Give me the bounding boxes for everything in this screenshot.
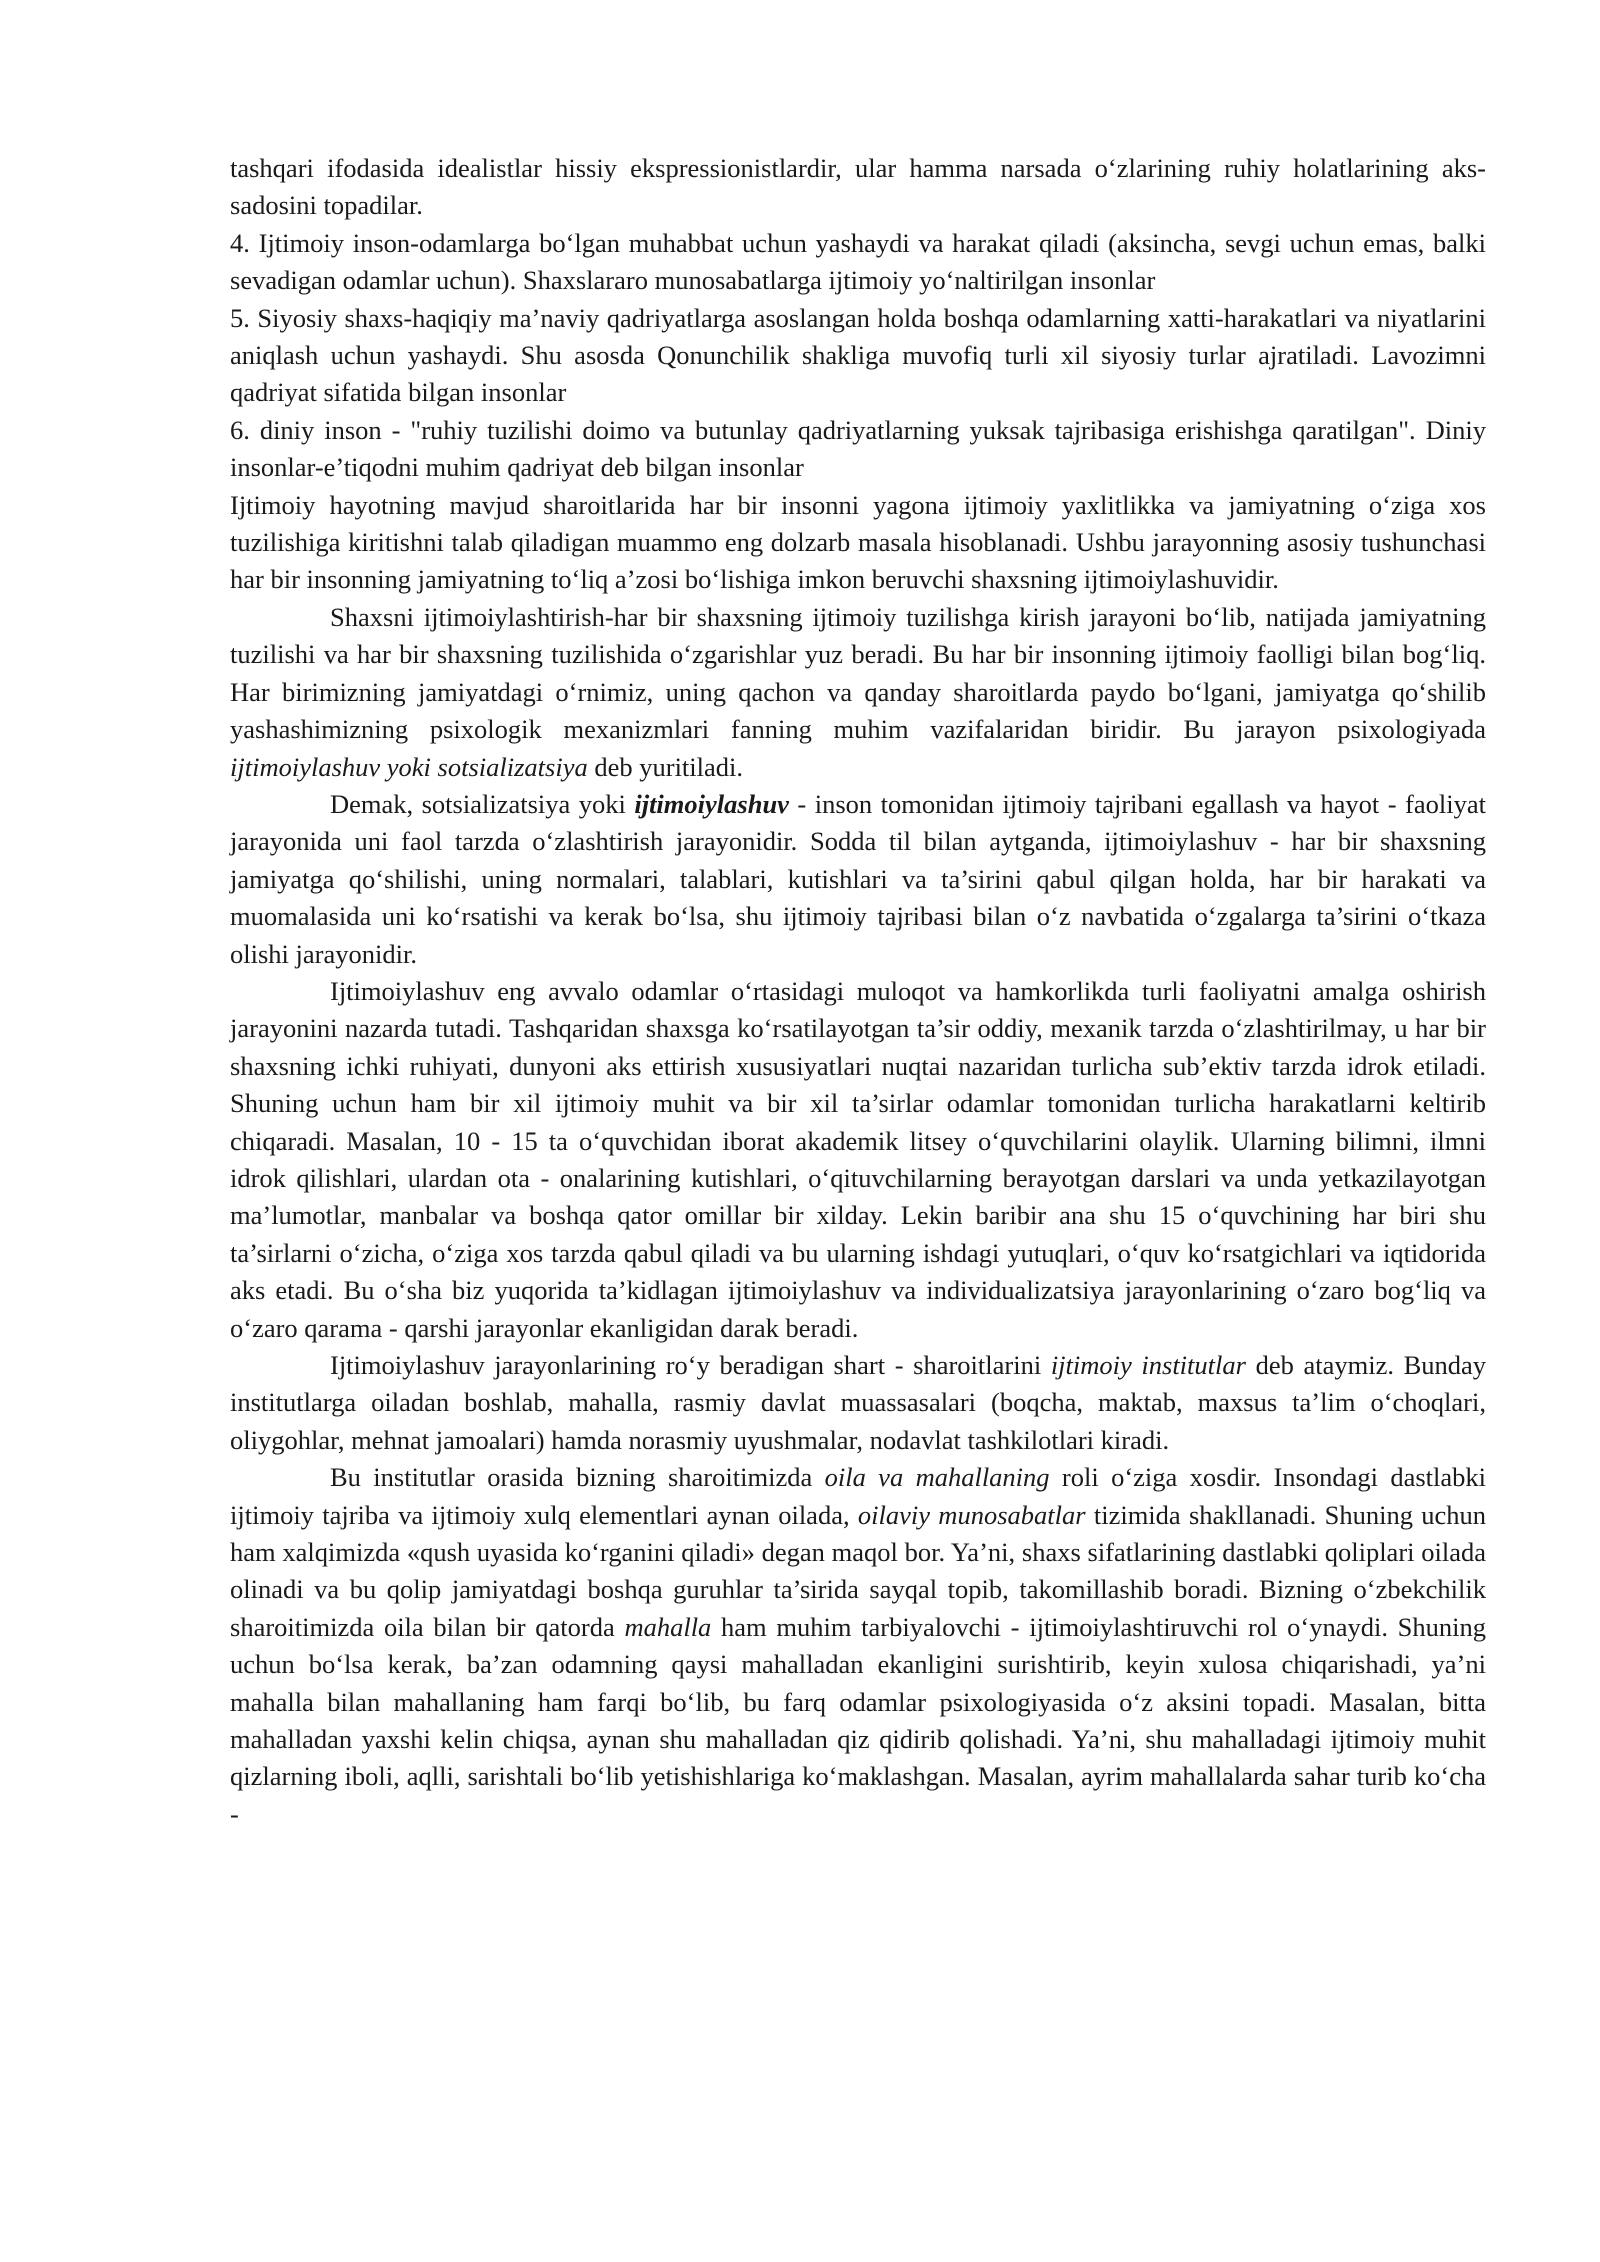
paragraph-10-text-b: roli o‘ziga xosdir. Insondagi dastlabki ijtimoiy tajriba va ijtimoiy xulq elementlari aynan oilada, [230, 1462, 1486, 1530]
paragraph-10-text-c: tizimida shakllanadi. Shuning uchun ham xalqimizda «qush uyasida ko‘rganini qiladi» degan maqol bor. Ya’ni, shaxs sifatlarining dastlabki qoliplari oilada olinadi va bu qolip jamiyatdagi boshqa guruhlar ta’sirida sayqal topib, takomillashib boradi. Bizning o‘zbekchilik sharoitimizda oila bilan bir qatorda [230, 1499, 1486, 1642]
paragraph-6-text-b: deb yuritiladi. [587, 751, 744, 782]
paragraph-8: Ijtimoiylashuv eng avvalo odamlar o‘rtasidagi muloqot va hamkorlikda turli faoliyatni amalga oshirish jarayonini nazarda tutadi. Tashqaridan shaxsga ko‘rsatilayotgan ta’sir oddiy, mexanik tarzda o‘zlashtirilmay, u har bir shaxsning ichki ruhiyati, dunyoni aks ettirish xususiyatlari nuqtai nazaridan turlicha sub’ektiv tarzda idrok etiladi. Shuning uchun ham bir xil ijtimoiy muhit va bir xil ta’sirlar odamlar tomonidan turlicha harakatlarni keltirib chiqaradi. Masalan, 10 - 15 ta o‘quvchidan iborat akademik litsey o‘quvchilarini olaylik. Ularning bilimni, ilmni idrok qilishlari, ulardan ota - onalarining kutishlari, o‘qituvchilarning berayotgan darslari va unda yetkazilayotgan ma’lumotlar, manbalar va boshqa qator omillar bir xilday. Lekin baribir ana shu 15 o‘quvchining har biri shu ta’sirlarni o‘zicha, o‘ziga xos tarzda qabul qiladi va bu ularning ishdagi yutuqlari, o‘quv ko‘rsatgichlari va iqtidorida aks etadi. Bu o‘sha biz yuqorida ta’kidlagan ijtimoiylashuv va individualizatsiya jarayonlarining o‘zaro bog‘liq va o‘zaro qarama - qarshi jarayonlar ekanligidan darak beradi. [230, 975, 1486, 1343]
paragraph-10-italic-1: oila va mahallaning [824, 1462, 1050, 1493]
paragraph-7-text-b: - inson tomonidan ijtimoiy tajribani egallash va hayot - faoliyat jarayonida uni faol tarzda o‘zlashtirish jarayonidir. Sodda til bilan aytganda, ijtimoiylashuv - har bir shaxsning jamiyatga qo‘shilishi, uning normalari, talablari, kutishlari va ta’sirini qabul qilgan holda, har bir harakati va muomalasida uni ko‘rsatishi va kerak bo‘lsa, shu ijtimoiy tajribasi bilan o‘z navbatida o‘zgalarga ta’sirini o‘tkaza olishi jarayonidir. [230, 788, 1486, 969]
document-page [230, 150, 1486, 1833]
paragraph-7-text-a: Demak, sotsializatsiya yoki [330, 788, 635, 819]
paragraph-9 [230, 1347, 1486, 1459]
paragraph-4: 6. diniy inson - "ruhiy tuzilishi doimo va butunlay qadriyatlarning yuksak tajribasiga erishishga qaratilgan". Diniy insonlar-e’tiqodni muhim qadriyat deb bilgan insonlar [230, 414, 1486, 483]
paragraph-9-italic: ijtimoiy institutlar [1050, 1350, 1246, 1380]
paragraph-5: Ijtimoiy hayotning mavjud sharoitlarida har bir insonni yagona ijtimoiy yaxlitlikka va jamiyatning o‘ziga xos tuzilishiga kiritishni talab qiladigan muammo eng dolzarb masala hisoblanadi. Ushbu jarayonning asosiy tushunchasi har bir insonning jamiyatning to‘liq a’zosi bo‘lishiga imkon beruvchi shaxsning ijtimoiylashuvidir. [230, 489, 1486, 595]
paragraph-10-text-a: Bu institutlar orasida bizning sharoitimizda [330, 1462, 825, 1493]
paragraph-6-text-a: Shaxsni ijtimoiylashtirish-har bir shaxsning ijtimoiy tuzilishga kirish jarayoni bo‘lib, natijada jamiyatning tuzilishi va har bir shaxsning tuzilishida o‘zgarishlar yuz beradi. Bu har bir insonning ijtimoiy faolligi bilan bog‘liq. Har birimizning jamiyatdagi o‘rnimiz, uning qachon va qanday sharoitlarda paydo bo‘lgani, jamiyatga qo‘shilib yashashimizning psixologik mexanizmlari fanning muhim vazifalaridan biridir. Bu jarayon psixologiyada [230, 601, 1486, 745]
paragraph-6 [230, 599, 1486, 786]
paragraph-2: 4. Ijtimoiy inson-odamlarga bo‘lgan muhabbat uchun yashaydi va harakat qiladi (aksincha, sevgi uchun emas, balki sevadigan odamlar uchun). Shaxslararo munosabatlarga ijtimoiy yo‘naltirilgan insonlar [230, 227, 1486, 296]
paragraph-6-italic: ijtimoiylashuv yoki sotsializatsiya [230, 751, 588, 782]
paragraph-1: tashqari ifodasida idealistlar hissiy ekspressionistlardir, ular hamma narsada o‘zlarining ruhiy holatlarining aks-sadosini topadilar. [230, 153, 1486, 221]
paragraph-10-italic-2: oilaviy munosabatlar [857, 1499, 1086, 1530]
paragraph-9-text-a: Ijtimoiylashuv jarayonlarining ro‘y beradigan shart - sharoitlarini [330, 1350, 1051, 1380]
paragraph-9-text-b: deb ataymiz. Bunday institutlarga oiladan boshlab, mahalla, rasmiy davlat muassasalari (boqcha, maktab, maxsus ta’lim o‘choqlari, oliygohlar, mehnat jamoalari) hamda norasmiy uyushmalar, nodavlat tashkilotlari kiradi. [230, 1350, 1487, 1455]
paragraph-10-italic-3: mahalla [624, 1611, 712, 1642]
paragraph-10 [230, 1459, 1486, 1833]
paragraph-3: 5. Siyosiy shaxs-haqiqiy ma’naviy qadriyatlarga asoslangan holda boshqa odamlarning xatti-harakatlari va niyatlarini aniqlash uchun yashaydi. Shu asosda Qonunchilik shakliga muvofiq turli xil siyosiy turlar ajratiladi. Lavozimni qadriyat sifatida bilgan insonlar [230, 302, 1486, 408]
paragraph-10-text-d: ham muhim tarbiyalovchi - ijtimoiylashtiruvchi rol o‘ynaydi. Shuning uchun bo‘lsa kerak, ba’zan odamning qaysi mahalladan ekanligini surishtirib, keyin xulosa chiqarishadi, ya’ni mahalla bilan mahallaning ham farqi bo‘lib, bu farq odamlar psixologiyasida o‘z aksini topadi. Masalan, bitta mahalladan yaxshi kelin chiqsa, aynan shu mahalladan qiz qidirib qolishadi. Ya’ni, shu mahalladagi ijtimoiy muhit qizlarning iboli, aqlli, sarishtali bo‘lib yetishishlariga ko‘maklashgan. Masalan, ayrim mahallalarda sahar turib ko‘cha - [230, 1611, 1487, 1829]
paragraph-7 [230, 786, 1486, 973]
paragraph-7-bold-italic: ijtimoiylashuv [634, 788, 789, 819]
